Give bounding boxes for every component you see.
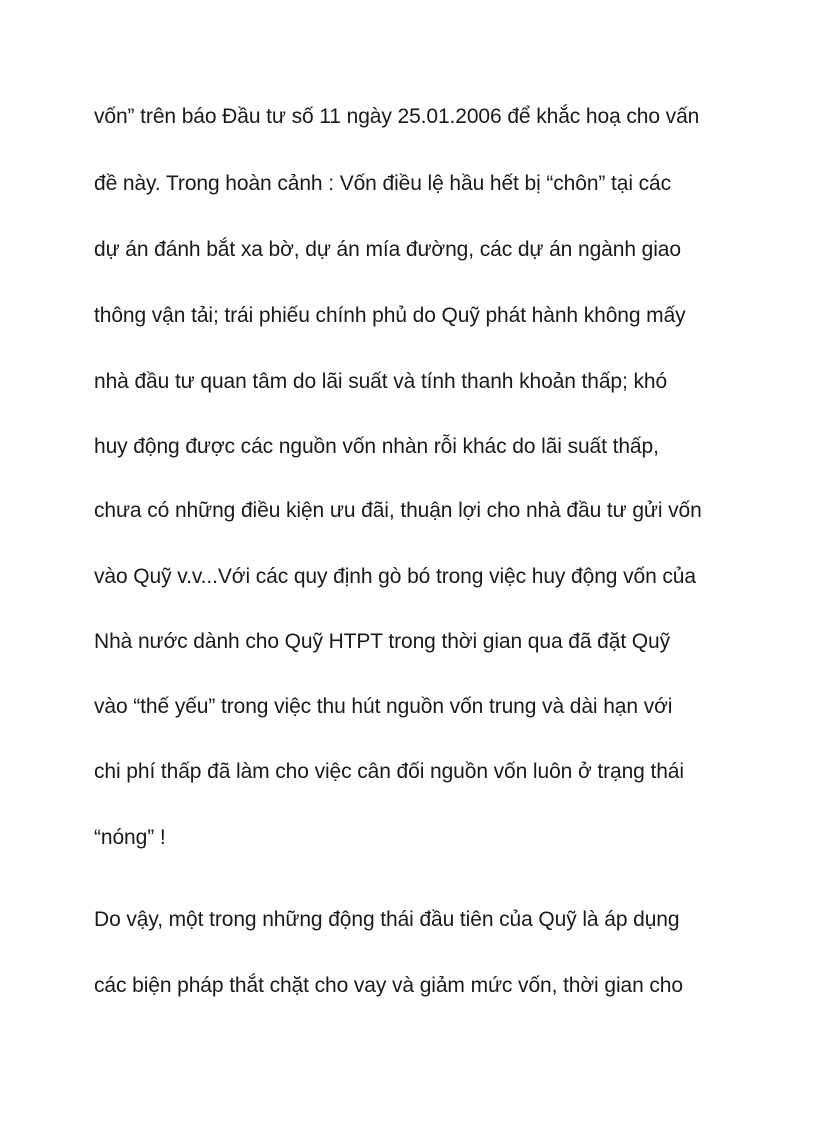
text-line: Nhà nước dành cho Quỹ HTPT trong thời gian qua đã đặt Quỹ xyxy=(94,630,671,653)
text-line: chưa có những điều kiện ưu đãi, thuận lợi cho nhà đầu tư gửi vốn xyxy=(94,499,702,522)
text-line: thông vận tải; trái phiếu chính phủ do Quỹ phát hành không mấy xyxy=(94,304,686,327)
text-line: Do vậy, một trong những động thái đầu tiên của Quỹ là áp dụng xyxy=(94,908,680,931)
text-line: đề này. Trong hoàn cảnh : Vốn điều lệ hầu hết bị “chôn” tại các xyxy=(94,172,672,195)
text-line: “nóng” ! xyxy=(94,826,166,849)
text-line: vào “thế yếu” trong việc thu hút nguồn vốn trung và dài hạn với xyxy=(94,695,673,718)
text-line: các biện pháp thắt chặt cho vay và giảm mức vốn, thời gian cho xyxy=(94,974,683,997)
text-line: dự án đánh bắt xa bờ, dự án mía đường, các dự án ngành giao xyxy=(94,238,681,261)
text-line: chi phí thấp đã làm cho việc cân đối nguồn vốn luôn ở trạng thái xyxy=(94,760,684,783)
text-line: vào Quỹ v.v...Với các quy định gò bó trong việc huy động vốn của xyxy=(94,565,696,588)
text-line: huy động được các nguồn vốn nhàn rỗi khác do lãi suất thấp, xyxy=(94,435,659,458)
text-line: vốn” trên báo Đầu tư số 11 ngày 25.01.2006 để khắc hoạ cho vấn xyxy=(94,105,700,128)
text-line: nhà đầu tư quan tâm do lãi suất và tính thanh khoản thấp; khó xyxy=(94,370,668,393)
